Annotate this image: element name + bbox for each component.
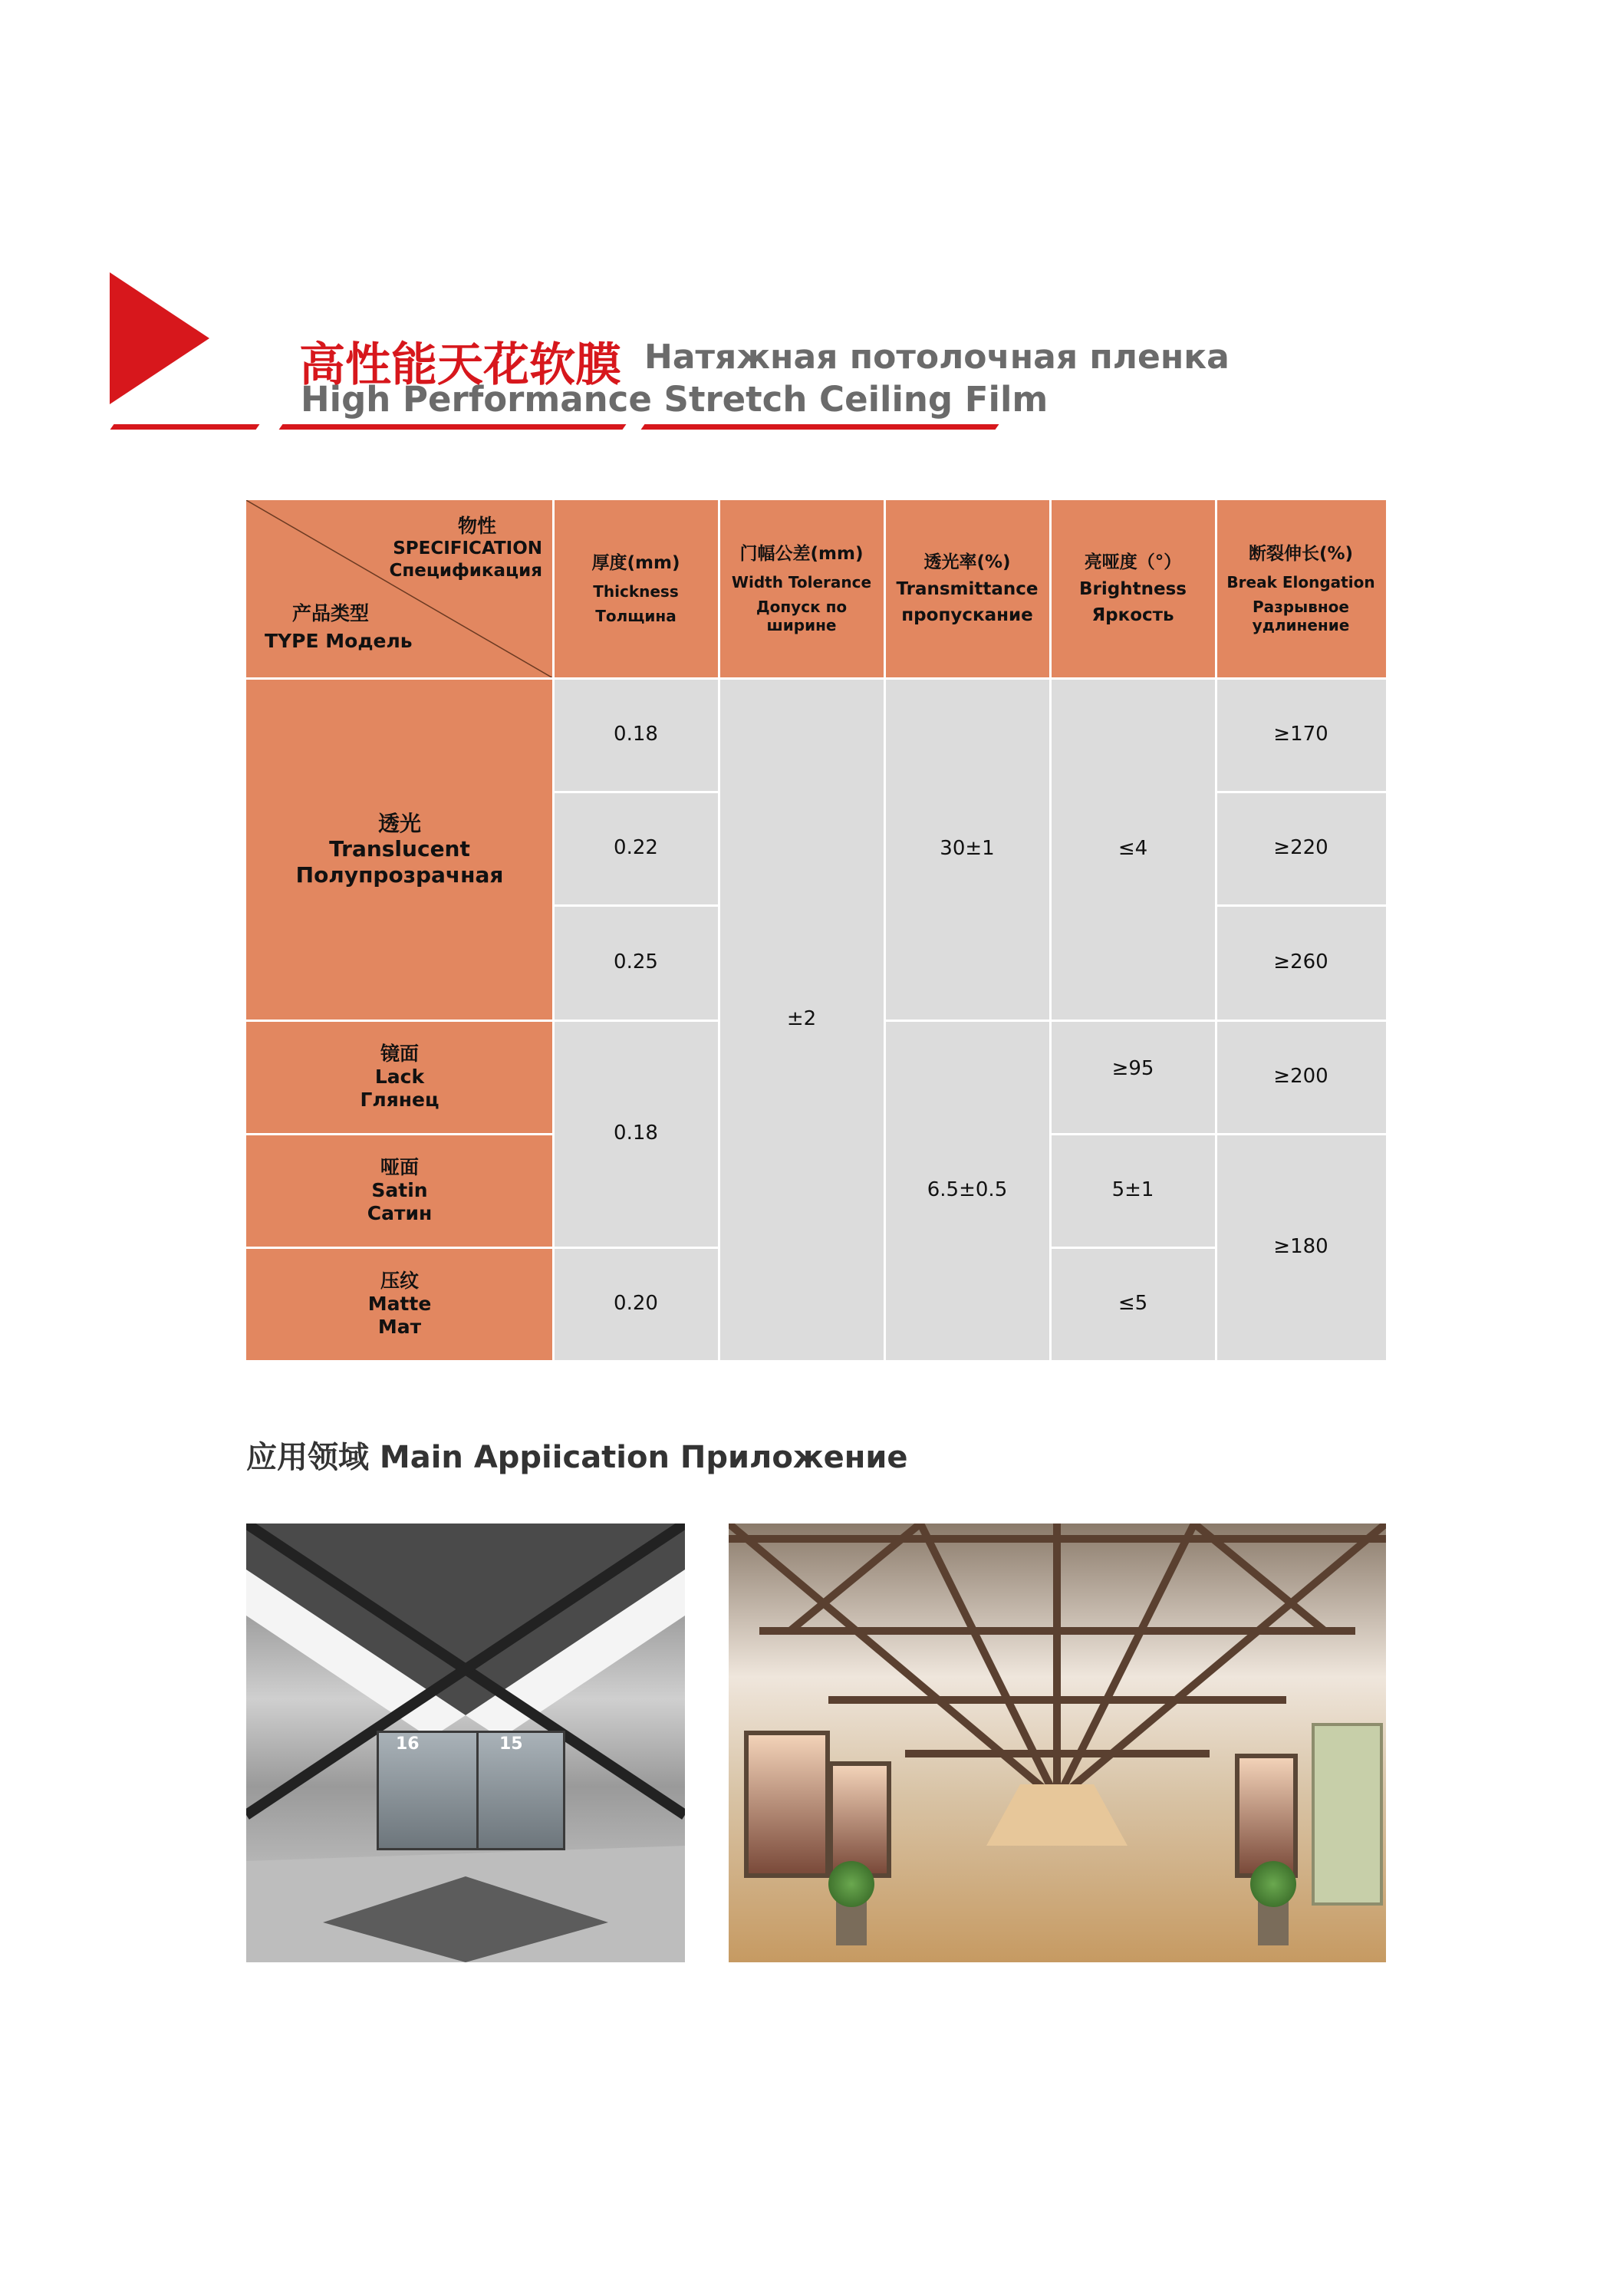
col-header-ru: Допуск по ширине [756, 597, 848, 634]
cell-value: ≥170 [1273, 723, 1328, 746]
type-name-en: Matte [367, 1292, 432, 1315]
type-name-en: Satin [371, 1179, 428, 1201]
grid-line [552, 500, 555, 1360]
thickness-cell [553, 905, 719, 1020]
brightness-cell [1050, 1134, 1216, 1247]
cell-value: 0.18 [614, 1122, 658, 1145]
type-translucent [246, 678, 553, 1020]
grid-line [1050, 1247, 1216, 1249]
type-name-cn: 压纹 [380, 1269, 419, 1292]
cell-value: 30±1 [940, 837, 995, 861]
brightness-cell [1050, 678, 1216, 1020]
header-rule-2 [279, 424, 627, 430]
elongation-cell [1216, 678, 1386, 792]
col-header-ru: пропускание [901, 604, 1033, 625]
brightness-cell [1050, 1020, 1216, 1134]
thickness-cell [553, 678, 719, 792]
elongation-cell [1216, 905, 1386, 1020]
cell-value: 0.20 [614, 1291, 658, 1315]
cell-value: ≥220 [1273, 836, 1328, 860]
title-russian: Натяжная потолочная пленка [644, 338, 1230, 377]
type-matte [246, 1247, 553, 1360]
col-header-cn: 门幅公差(mm) [739, 544, 864, 565]
wall-poster [1235, 1754, 1298, 1878]
cell-value: 0.22 [614, 836, 658, 860]
col-header-en: Brightness [1079, 579, 1187, 600]
thickness-cell [553, 1247, 719, 1360]
type-lack [246, 1020, 553, 1134]
col-header-break-elongation [1216, 500, 1386, 678]
col-header-cn: 亮哑度（°） [1084, 552, 1182, 572]
cell-value: 5±1 [1111, 1178, 1154, 1202]
cell-value: ≥260 [1273, 950, 1328, 974]
grid-line [246, 1133, 553, 1135]
cell-value: ≤5 [1118, 1291, 1148, 1315]
type-name-cn: 镜面 [380, 1043, 419, 1065]
type-label-cn: 产品类型 [292, 602, 370, 624]
grid-line [1050, 1133, 1386, 1135]
title-chinese: 高性能天花软膜 [299, 338, 621, 392]
application-photo-exhibition-hall [246, 1524, 685, 1962]
elongation-cell [1216, 1020, 1386, 1134]
grid-line [246, 1020, 719, 1022]
thickness-cell [553, 792, 719, 905]
spec-table [246, 500, 1386, 1360]
grid-line [1216, 904, 1386, 907]
transmittance-cell [884, 1020, 1050, 1360]
table-corner-header [246, 500, 553, 678]
type-name-ru: Полупрозрачная [295, 861, 504, 888]
booth-number: 16 [396, 1734, 420, 1754]
col-header-en: Transmittance [896, 579, 1039, 600]
grid-line [884, 500, 886, 1360]
grid-line [246, 1247, 719, 1249]
cell-value: ≥200 [1273, 1065, 1328, 1089]
type-label [265, 600, 413, 656]
spec-label-cn: 物性 [457, 515, 496, 537]
col-header-width-tolerance [719, 500, 884, 678]
grid-line [553, 791, 719, 793]
col-header-en: Width Tolerance [731, 572, 872, 591]
width-tolerance-cell [719, 678, 884, 1360]
potted-plant [828, 1861, 874, 1907]
col-header-cn: 透光率(%) [923, 552, 1011, 572]
grid-line [553, 904, 719, 907]
title-english: High Performance Stretch Ceiling Film [301, 379, 1049, 420]
transmittance-cell [884, 678, 1050, 1020]
type-name-cn: 哑面 [380, 1156, 419, 1178]
grid-line [884, 1020, 1386, 1022]
type-name-cn: 透光 [377, 810, 421, 836]
glass-booth [377, 1731, 481, 1850]
cell-value: 6.5±0.5 [927, 1178, 1008, 1201]
col-header-brightness [1050, 500, 1216, 678]
type-name-ru: Глянец [360, 1089, 439, 1111]
col-header-ru: Яркость [1091, 604, 1174, 625]
grid-line [1049, 500, 1052, 1360]
type-name-en: Translucent [329, 836, 470, 862]
booth-number: 15 [499, 1734, 523, 1754]
cell-value: ±2 [786, 1006, 817, 1030]
col-header-ru: Толщина [595, 606, 677, 625]
cell-value: ≥180 [1273, 1234, 1328, 1258]
grid-line [718, 500, 720, 1360]
col-header-en: Break Elongation [1226, 572, 1375, 591]
type-label-en: TYPE Модель [265, 630, 413, 653]
elongation-cell [1216, 1134, 1386, 1360]
col-header-ru: Разрывное удлинение [1252, 597, 1350, 634]
elongation-cell [1216, 792, 1386, 905]
spec-label-en: SPECIFICATION [393, 539, 542, 559]
type-name-ru: Сатин [367, 1202, 433, 1224]
grid-line [1216, 791, 1386, 793]
cell-value: ≤4 [1118, 837, 1148, 861]
wall-info-panel [1312, 1723, 1383, 1906]
grid-line [1215, 500, 1217, 1360]
col-header-cn: 厚度(mm) [591, 553, 680, 574]
col-header-transmittance [884, 500, 1050, 678]
spec-label-ru: Спецификация [389, 561, 542, 581]
application-title: 应用领域 Main Appiication Приложение [246, 1440, 908, 1475]
cell-value: ≥95 [1111, 1057, 1154, 1081]
thickness-cell [553, 1020, 719, 1247]
wall-poster [828, 1761, 891, 1878]
type-name-en: Lack [374, 1066, 425, 1088]
type-name-ru: Мат [377, 1315, 422, 1338]
header-rule-3 [641, 424, 999, 430]
application-photo-mall-corridor [729, 1524, 1386, 1962]
wall-poster [744, 1731, 830, 1878]
potted-plant [1250, 1861, 1296, 1907]
cell-value: 0.25 [614, 950, 658, 974]
col-header-thickness [553, 500, 719, 678]
grid-line [246, 677, 1386, 680]
col-header-en: Thickness [593, 581, 679, 601]
type-satin [246, 1134, 553, 1247]
brightness-cell [1050, 1247, 1216, 1360]
col-header-cn: 断裂伸长(%) [1248, 544, 1354, 565]
cell-value: 0.18 [614, 723, 658, 746]
spec-label [389, 514, 542, 582]
header-rule-1 [110, 424, 260, 430]
red-triangle-icon [110, 272, 209, 404]
